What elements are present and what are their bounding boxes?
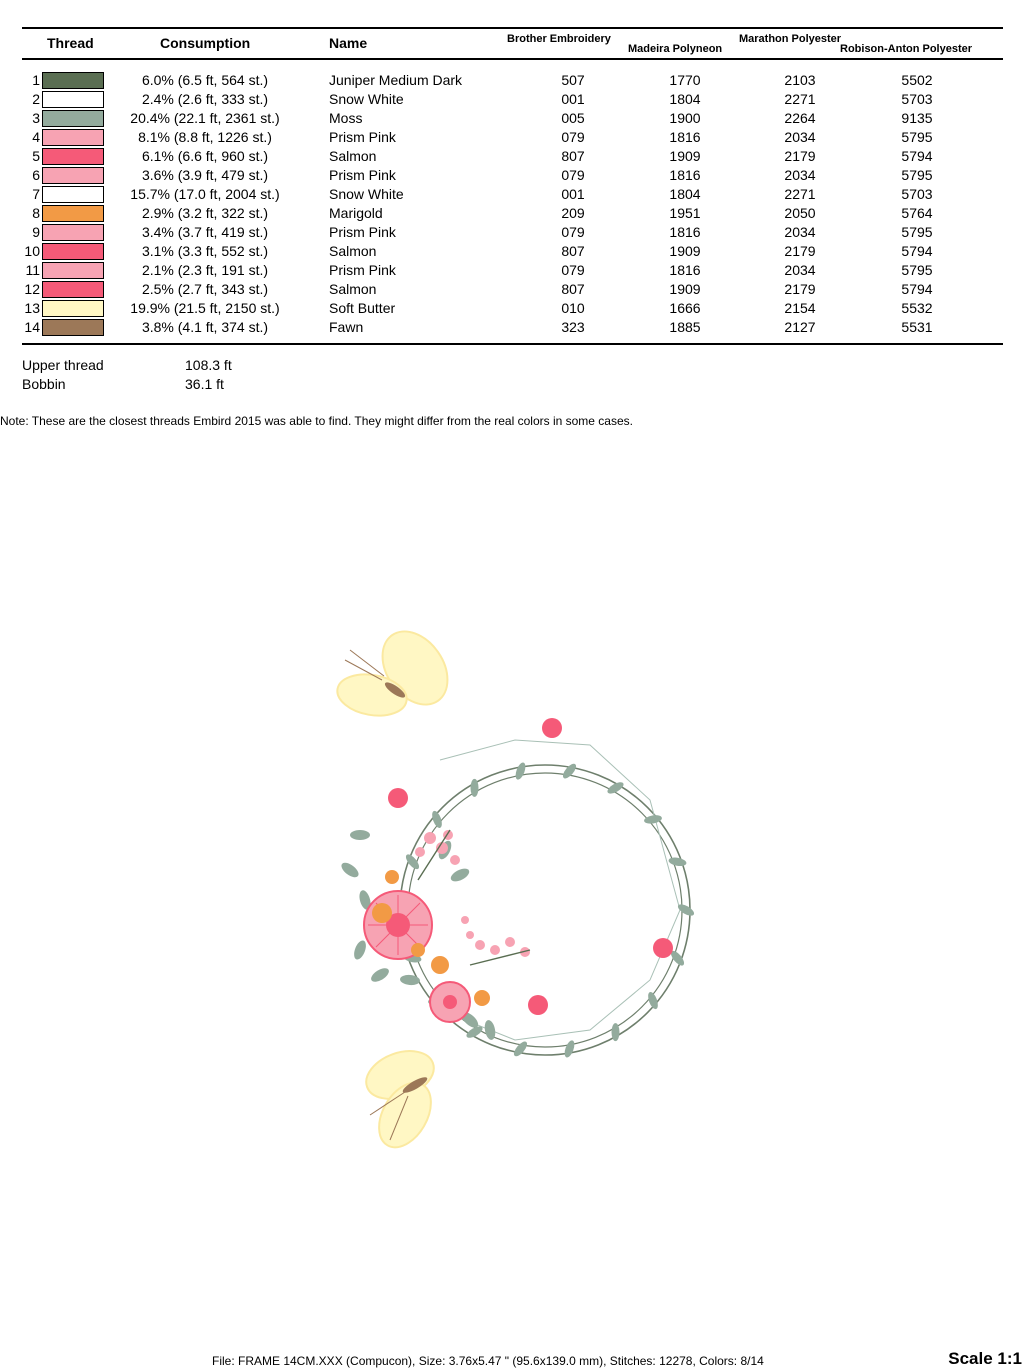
header-name: Name — [329, 35, 368, 51]
thread-color-swatch — [42, 186, 104, 203]
thread-name: Moss — [329, 110, 363, 126]
madeira-code: 1816 — [669, 167, 701, 183]
thread-number: 11 — [25, 262, 40, 278]
table-row — [0, 90, 1024, 109]
thread-name: Juniper Medium Dark — [329, 72, 463, 88]
header-marathon: Marathon Polyester — [739, 33, 842, 45]
thread-color-swatch — [42, 281, 104, 298]
brother-code: 001 — [561, 186, 585, 202]
robison-code: 5794 — [901, 281, 933, 297]
thread-number: 13 — [24, 300, 40, 316]
marathon-code: 2179 — [784, 243, 816, 259]
thread-color-swatch — [42, 205, 104, 222]
madeira-code: 1909 — [669, 148, 701, 164]
marathon-code: 2034 — [784, 262, 816, 278]
note-text: Note: These are the closest threads Embird 2015 was able to find. They might differ from the real colors in some cases. — [0, 414, 633, 428]
table-row — [0, 280, 1024, 299]
madeira-code: 1816 — [669, 224, 701, 240]
embroidery-design-preview — [320, 620, 700, 1160]
marathon-code: 2127 — [784, 319, 816, 335]
thread-number: 12 — [24, 281, 40, 297]
table-row — [0, 185, 1024, 204]
brother-code: 001 — [561, 91, 585, 107]
table-bottom-rule — [22, 343, 1003, 345]
thread-consumption: 6.1% (6.6 ft, 960 st.) — [141, 148, 269, 164]
table-row — [0, 147, 1024, 166]
madeira-code: 1666 — [669, 300, 701, 316]
table-row — [0, 109, 1024, 128]
robison-code: 5532 — [901, 300, 933, 316]
thread-consumption: 3.4% (3.7 ft, 419 st.) — [141, 224, 269, 240]
table-row — [0, 299, 1024, 318]
table-row — [0, 166, 1024, 185]
robison-code: 5703 — [901, 91, 933, 107]
leaf — [643, 814, 662, 825]
brother-code: 005 — [561, 110, 585, 126]
madeira-code: 1909 — [669, 243, 701, 259]
table-row — [0, 261, 1024, 280]
pom-flower — [542, 718, 562, 738]
table-header-rule — [22, 58, 1003, 60]
thread-name: Marigold — [329, 205, 383, 221]
thread-consumption: 3.8% (4.1 ft, 374 st.) — [141, 319, 269, 335]
robison-code: 5795 — [901, 262, 933, 278]
madeira-code: 1770 — [669, 72, 701, 88]
robison-code: 9135 — [901, 110, 933, 126]
thread-number: 6 — [32, 167, 40, 183]
marathon-code: 2271 — [784, 186, 816, 202]
leaf — [369, 965, 391, 984]
thread-name: Fawn — [329, 319, 364, 335]
brother-code: 807 — [561, 148, 585, 164]
marathon-code: 2271 — [784, 91, 816, 107]
marathon-code: 2103 — [784, 72, 816, 88]
thread-consumption: 6.0% (6.5 ft, 564 st.) — [141, 72, 269, 88]
thread-consumption: 3.1% (3.3 ft, 552 st.) — [141, 243, 269, 259]
header-thread: Thread — [47, 35, 94, 51]
thread-color-swatch — [42, 262, 104, 279]
thread-color-swatch — [42, 91, 104, 108]
robison-code: 5794 — [901, 148, 933, 164]
brother-code: 323 — [561, 319, 585, 335]
table-row — [0, 223, 1024, 242]
madeira-code: 1816 — [669, 262, 701, 278]
robison-code: 5502 — [901, 72, 933, 88]
leaf — [514, 761, 528, 781]
pom-flower — [388, 788, 408, 808]
robison-code: 5531 — [901, 319, 933, 335]
thread-number: 4 — [32, 129, 40, 145]
thread-number: 5 — [32, 148, 40, 164]
leaf — [612, 1023, 620, 1041]
madeira-code: 1804 — [669, 91, 701, 107]
thread-number: 3 — [32, 110, 40, 126]
brother-code: 079 — [561, 224, 585, 240]
madeira-code: 1804 — [669, 186, 701, 202]
pink-sprig — [415, 830, 530, 957]
robison-code: 5795 — [901, 167, 933, 183]
thread-name: Salmon — [329, 281, 377, 297]
brother-code: 807 — [561, 243, 585, 259]
marathon-code: 2034 — [784, 167, 816, 183]
thread-consumption: 2.1% (2.3 ft, 191 st.) — [141, 262, 269, 278]
small-flower — [430, 982, 470, 1022]
leaf — [676, 902, 696, 918]
thread-name: Snow White — [329, 91, 404, 107]
butterfly-bottom — [360, 1042, 442, 1156]
leaf — [512, 1039, 530, 1058]
thread-consumption: 2.5% (2.7 ft, 343 st.) — [141, 281, 269, 297]
madeira-code: 1816 — [669, 129, 701, 145]
brother-code: 079 — [561, 167, 585, 183]
thread-color-swatch — [42, 167, 104, 184]
thread-color-swatch — [42, 148, 104, 165]
madeira-code: 1885 — [669, 319, 701, 335]
header-madeira: Madeira Polyneon — [628, 43, 723, 55]
thread-color-swatch — [42, 129, 104, 146]
leaf — [350, 830, 370, 840]
thread-name: Salmon — [329, 148, 377, 164]
leaf — [668, 856, 687, 867]
thread-name: Prism Pink — [329, 262, 396, 278]
table-row — [0, 204, 1024, 223]
brother-code: 079 — [561, 129, 585, 145]
madeira-code: 1909 — [669, 281, 701, 297]
thread-number: 7 — [32, 186, 40, 202]
brother-code: 209 — [561, 205, 585, 221]
butterfly-top — [334, 620, 461, 721]
robison-code: 5764 — [901, 205, 933, 221]
brother-code: 010 — [561, 300, 585, 316]
leaf — [563, 1039, 577, 1059]
upper-thread-value: 108.3 ft — [185, 357, 232, 373]
table-row — [0, 318, 1024, 337]
madeira-code: 1951 — [669, 205, 701, 221]
thread-color-swatch — [42, 243, 104, 260]
file-info-footer: File: FRAME 14CM.XXX (Compucon), Size: 3.76x5.47 " (95.6x139.0 mm), Stitches: 12278, Colors: 8/14 — [212, 1354, 764, 1368]
thread-name: Snow White — [329, 186, 404, 202]
thread-color-swatch — [42, 300, 104, 317]
thread-color-swatch — [42, 72, 104, 89]
header-brother: Brother Embroidery — [507, 33, 611, 45]
pom-flower — [653, 938, 673, 958]
marathon-code: 2154 — [784, 300, 816, 316]
header-consumption: Consumption — [160, 35, 251, 51]
thread-consumption: 2.9% (3.2 ft, 322 st.) — [141, 205, 269, 221]
marathon-code: 2034 — [784, 224, 816, 240]
marathon-code: 2179 — [784, 281, 816, 297]
leaf — [339, 860, 361, 880]
leaf — [471, 779, 479, 797]
brother-code: 807 — [561, 281, 585, 297]
table-top-rule — [22, 27, 1003, 29]
leaf — [400, 974, 421, 986]
table-row — [0, 71, 1024, 90]
brother-code: 507 — [561, 72, 585, 88]
thread-number: 1 — [32, 72, 40, 88]
thread-number: 14 — [24, 319, 40, 335]
thread-number: 2 — [32, 91, 40, 107]
thread-consumption: 8.1% (8.8 ft, 1226 st.) — [138, 129, 272, 145]
robison-code: 5794 — [901, 243, 933, 259]
madeira-code: 1900 — [669, 110, 701, 126]
table-row — [0, 242, 1024, 261]
thread-name: Prism Pink — [329, 129, 396, 145]
robison-code: 5795 — [901, 129, 933, 145]
thread-name: Prism Pink — [329, 167, 396, 183]
thread-consumption: 2.4% (2.6 ft, 333 st.) — [141, 91, 269, 107]
thread-number: 10 — [24, 243, 40, 259]
bobbin-value: 36.1 ft — [185, 376, 224, 392]
scale-label: Scale 1:1 — [948, 1349, 1022, 1368]
thread-number: 9 — [32, 224, 40, 240]
upper-thread-label: Upper thread — [22, 357, 104, 373]
leaf — [352, 939, 369, 961]
thread-consumption: 3.6% (3.9 ft, 479 st.) — [141, 167, 269, 183]
marathon-code: 2050 — [784, 205, 816, 221]
table-row — [0, 128, 1024, 147]
brother-code: 079 — [561, 262, 585, 278]
marathon-code: 2179 — [784, 148, 816, 164]
leaf — [449, 866, 471, 884]
thread-name: Salmon — [329, 243, 377, 259]
robison-code: 5703 — [901, 186, 933, 202]
header-robison: Robison-Anton Polyester — [840, 43, 973, 55]
marathon-code: 2034 — [784, 129, 816, 145]
thread-color-swatch — [42, 224, 104, 241]
robison-code: 5795 — [901, 224, 933, 240]
thread-color-swatch — [42, 110, 104, 127]
bobbin-label: Bobbin — [22, 376, 66, 392]
pom-flower — [528, 995, 548, 1015]
thread-name: Prism Pink — [329, 224, 396, 240]
marathon-code: 2264 — [784, 110, 816, 126]
thread-number: 8 — [32, 205, 40, 221]
thread-consumption: 19.9% (21.5 ft, 2150 st.) — [130, 300, 280, 316]
thread-consumption: 20.4% (22.1 ft, 2361 st.) — [130, 110, 280, 126]
leaf — [561, 762, 579, 781]
thread-consumption: 15.7% (17.0 ft, 2004 st.) — [130, 186, 280, 202]
thread-color-swatch — [42, 319, 104, 336]
thread-name: Soft Butter — [329, 300, 396, 316]
